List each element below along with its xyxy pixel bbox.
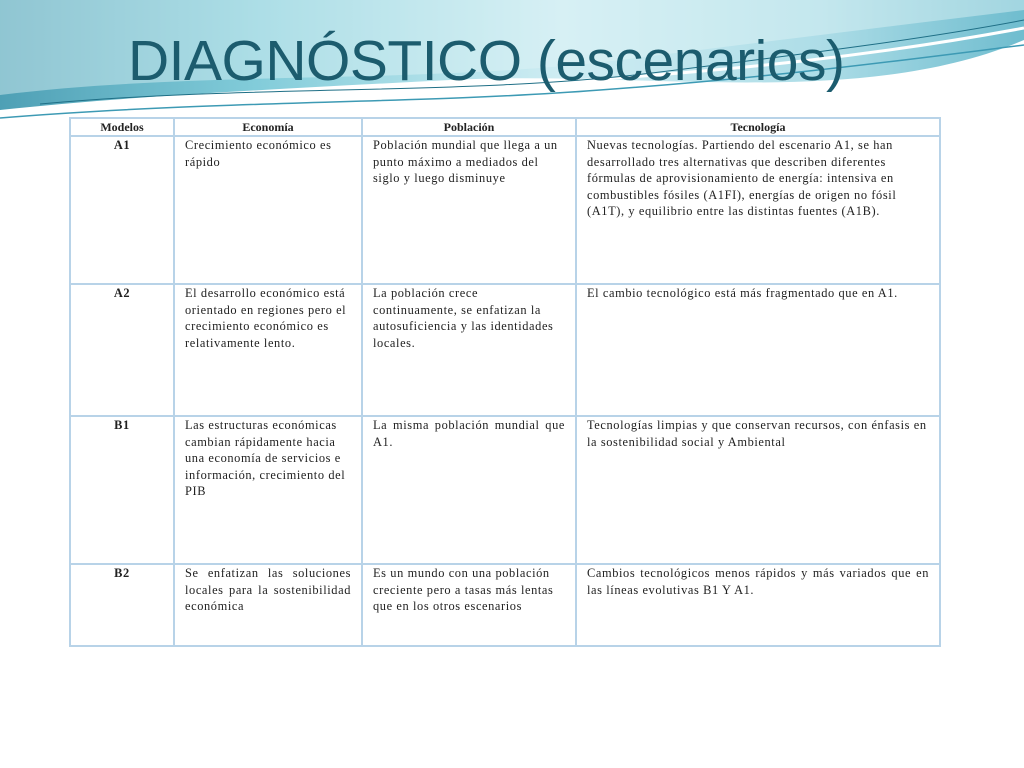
table-row <box>70 564 940 646</box>
header-tecnologia: Tecnología <box>576 118 940 136</box>
poblacion-cell: La misma población mundial que A1. <box>362 416 576 564</box>
table-row <box>70 416 940 564</box>
poblacion-cell: Población mundial que llega a un punto máximo a mediados del siglo y luego disminuye <box>362 136 576 284</box>
poblacion-cell: La población crece continuamente, se enfatizan la autosuficiencia y las identidades locales. <box>362 284 576 416</box>
table-row <box>70 284 940 416</box>
table-header-row <box>70 118 940 136</box>
economia-cell: El desarrollo económico está orientado en regiones pero el crecimiento económico es relativamente lento. <box>174 284 362 416</box>
economia-cell: Las estructuras económicas cambian rápidamente hacia una economía de servicios e información, crecimiento del PIB <box>174 416 362 564</box>
poblacion-cell: Es un mundo con una población creciente pero a tasas más lentas que en los otros escenarios <box>362 564 576 646</box>
model-cell: A2 <box>70 284 174 416</box>
model-cell: A1 <box>70 136 174 284</box>
header-economia: Economía <box>174 118 362 136</box>
economia-cell: Crecimiento económico es rápido <box>174 136 362 284</box>
header-poblacion: Población <box>362 118 576 136</box>
tecnologia-cell: El cambio tecnológico está más fragmentado que en A1. <box>576 284 940 416</box>
slide-title: DIAGNÓSTICO (escenarios) <box>128 29 845 93</box>
tecnologia-cell: Nuevas tecnologías. Partiendo del escenario A1, se han desarrollado tres alternativas que describen diferentes fórmulas de aprovisionamiento de energía: intensiva en combustibles fósiles (A1FI), energías de origen no fósil (A1T), y equilibrio entre las distintas fuentes (A1B). <box>576 136 940 284</box>
tecnologia-cell: Tecnologías limpias y que conservan recursos, con énfasis en la sostenibilidad social y Ambiental <box>576 416 940 564</box>
table-row <box>70 136 940 284</box>
scenarios-table <box>69 117 941 647</box>
header-modelos: Modelos <box>70 118 174 136</box>
model-cell: B1 <box>70 416 174 564</box>
model-cell: B2 <box>70 564 174 646</box>
economia-cell: Se enfatizan las soluciones locales para la sostenibilidad económica <box>174 564 362 646</box>
tecnologia-cell: Cambios tecnológicos menos rápidos y más variados que en las líneas evolutivas B1 Y A1. <box>576 564 940 646</box>
